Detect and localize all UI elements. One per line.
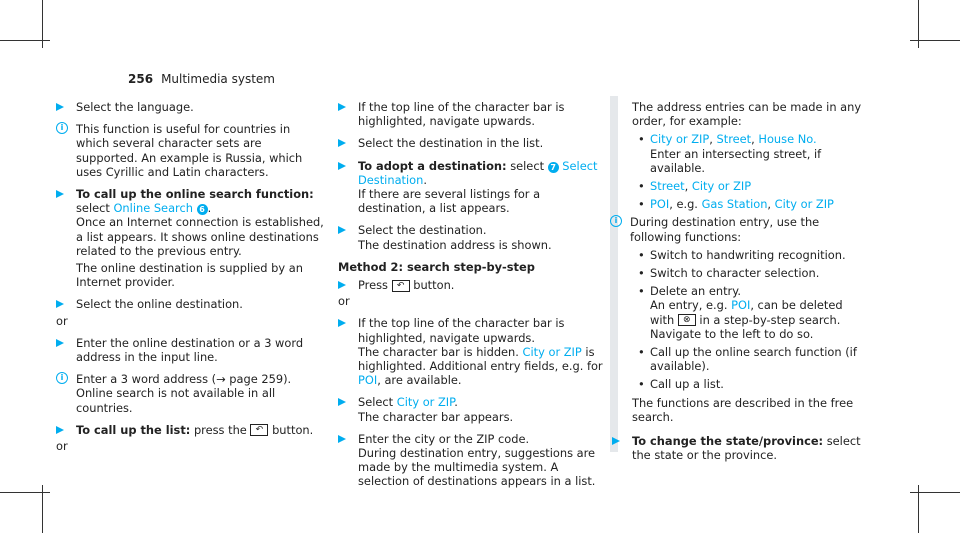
arrow-icon [338, 139, 346, 147]
step: Select the language. [56, 100, 326, 114]
select-destination-link: Select Destination [358, 158, 598, 187]
arrow-icon [56, 426, 64, 434]
step: If the top line of the character bar is highlighted, navigate upwards. [338, 100, 606, 128]
list-item: • Call up a list. [632, 377, 870, 391]
page-header [128, 72, 275, 86]
step: Select the online destination. [56, 297, 326, 311]
list-item: • Call up the online search function (if available). [632, 345, 870, 373]
step: Enter the online destination or a 3 word address in the input line. [56, 336, 326, 364]
arrow-icon [56, 300, 64, 308]
step: To adopt a destination: select 7 Select Destination. If there are several listings for a destination, a list appears. [338, 159, 606, 216]
step: To call up the online search function: select Online Search 6 . Once an Internet connection is established, a list appears. It shows online destinations related to the previous entry. The online destination is supplied by an Internet provider. [56, 187, 326, 289]
step: Enter the city or the ZIP code. During destination entry, suggestions are made by the multimedia system. A selection of destinations appears in a list. [338, 432, 606, 489]
callout-number: 6 [197, 204, 208, 215]
crop-mark [910, 492, 960, 493]
step: If the top line of the character bar is highlighted, navigate upwards. The character bar is hidden. City or ZIP is highlighted. Additional entry fields, e.g. for POI, are available. [338, 316, 606, 387]
step: Select the destination. The destination address is shown. [338, 223, 606, 251]
list-item: • Switch to handwriting recognition. [632, 248, 870, 262]
arrow-icon [338, 281, 346, 289]
method-heading: Method 2: search step-by-step [338, 259, 535, 274]
list-item: • City or ZIP, Street, House No. Enter an intersecting street, if available. [632, 132, 870, 175]
step: Press ↶ button. [338, 278, 606, 292]
list-item: • Delete an entry. An entry, e.g. POI, can be deleted with ⊗ in a step-by-step search. Navigate to the left to do so. [632, 284, 870, 341]
arrow-icon [338, 162, 346, 170]
arrow-icon [338, 319, 346, 327]
arrow-icon [56, 339, 64, 347]
info-note: i Enter a 3 word address (→ page 259). Online search is not available in all countries. [56, 372, 326, 415]
list-item: • POI, e.g. Gas Station, City or ZIP [632, 197, 870, 211]
arrow-icon [56, 103, 64, 111]
outro-text: The functions are described in the free search. [632, 395, 854, 424]
step: Select City or ZIP. The character bar appears. [338, 395, 606, 423]
column-3 [610, 100, 870, 470]
info-icon: i [56, 122, 68, 134]
step: Select the destination in the list. [338, 136, 606, 150]
back-button-icon: ↶ [392, 280, 410, 292]
page-number: 256 [128, 72, 154, 86]
step: To change the state/province: select the state or the province. [612, 434, 870, 462]
column-1 [56, 100, 326, 453]
or-label: or [56, 313, 68, 328]
arrow-icon [338, 398, 346, 406]
callout-number: 7 [548, 162, 559, 173]
info-icon: i [610, 215, 622, 227]
arrow-icon [56, 190, 64, 198]
arrow-icon [612, 437, 620, 445]
intro-text: The address entries can be made in any order, for example: [632, 100, 862, 129]
crop-mark [910, 40, 960, 41]
step: To call up the list: press the ↶ button. [56, 423, 326, 437]
list-item: • Switch to character selection. [632, 266, 870, 280]
arrow-icon [338, 226, 346, 234]
info-icon: i [56, 372, 68, 384]
crop-mark [0, 40, 50, 41]
online-search-link: Online Search [113, 201, 193, 216]
column-2 [338, 100, 606, 497]
info-note: i During destination entry, use the following functions: [610, 215, 870, 243]
info-note: i This function is useful for countries in which several character sets are supported. An example is Russia, which uses Cyrillic and Latin characters. [56, 122, 326, 179]
delete-icon: ⊗ [678, 314, 696, 326]
or-label: or [56, 439, 68, 454]
section-title: Multimedia system [161, 72, 275, 86]
list-item: • Street, City or ZIP [632, 179, 870, 193]
back-button-icon: ↶ [250, 424, 268, 436]
or-label: or [338, 294, 350, 309]
arrow-icon [338, 435, 346, 443]
crop-mark [0, 492, 50, 493]
arrow-icon [338, 103, 346, 111]
